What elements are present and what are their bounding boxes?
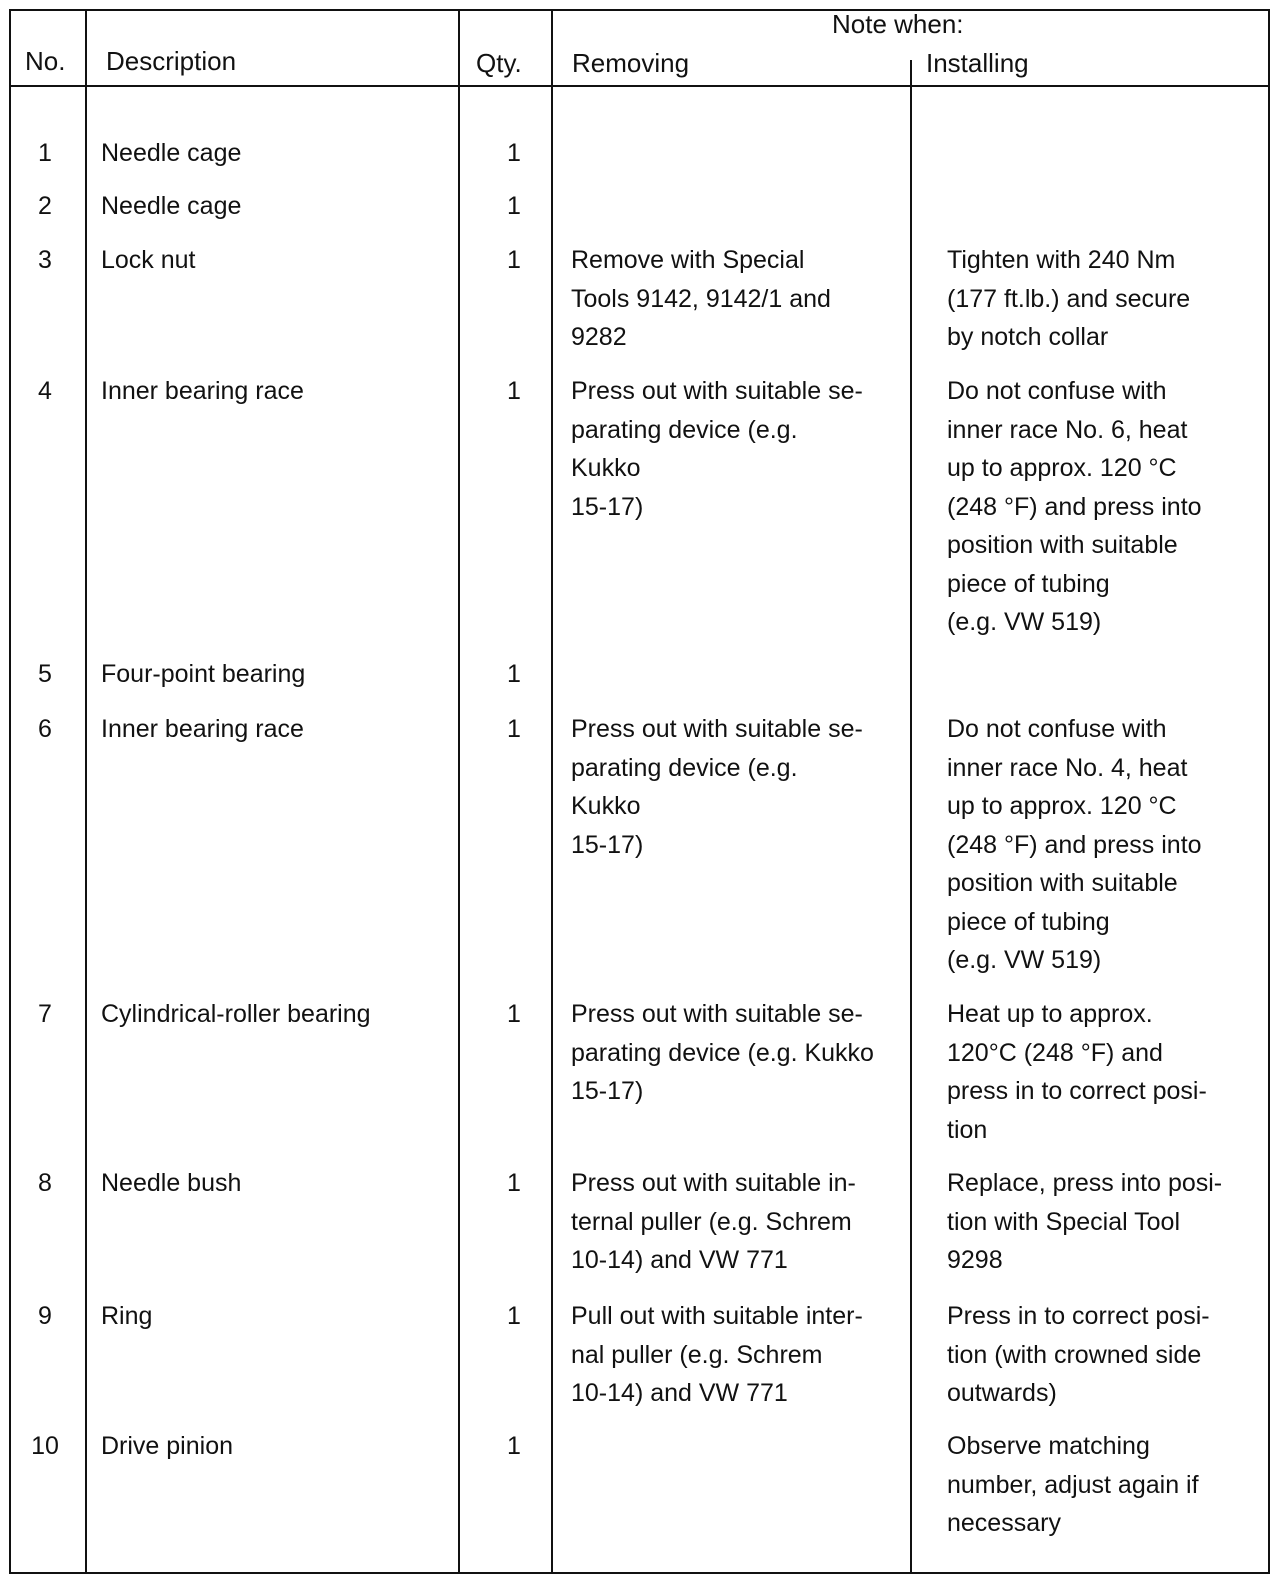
row-installing-note: Do not confuse with inner race No. 4, heat up to approx. 120 °C (248 °F) and press into position with suitable piece of tubing (e.g. VW 519) — [947, 715, 1202, 974]
column-divider-no — [85, 9, 87, 1574]
row-qty: 1 — [507, 139, 521, 167]
header-installing: Installing — [926, 48, 1029, 78]
row-qty: 1 — [507, 192, 521, 220]
row-qty: 1 — [507, 1302, 521, 1330]
row-no: 3 — [38, 246, 52, 274]
row-installing-note: Observe matching number, adjust again if necessary — [947, 1432, 1199, 1537]
column-divider-removing — [910, 60, 912, 1574]
row-qty: 1 — [507, 715, 521, 743]
row-no: 8 — [38, 1169, 52, 1197]
header-removing: Removing — [572, 48, 690, 78]
row-installing-note: Do not confuse with inner race No. 6, heat up to approx. 120 °C (248 °F) and press into position with suitable piece of tubing (e.g. VW 519) — [947, 377, 1202, 636]
row-qty: 1 — [507, 1000, 521, 1028]
row-no: 4 — [38, 377, 52, 405]
row-no: 2 — [38, 192, 52, 220]
row-description: Drive pinion — [101, 1432, 234, 1460]
row-qty: 1 — [507, 1432, 521, 1460]
row-qty: 1 — [507, 660, 521, 688]
row-removing-note: Press out with suitable se- parating device (e.g. Kukko 15-17) — [571, 715, 863, 859]
row-no: 9 — [38, 1302, 52, 1330]
row-description: Inner bearing race — [101, 377, 304, 405]
row-description: Needle cage — [101, 192, 242, 220]
row-installing-note: Tighten with 240 Nm (177 ft.lb.) and secure by notch collar — [947, 246, 1191, 351]
row-no: 6 — [38, 715, 52, 743]
row-no: 7 — [38, 1000, 52, 1028]
row-removing-note: Pull out with suitable inter- nal puller (e.g. Schrem 10-14) and VW 771 — [571, 1302, 863, 1407]
row-installing-note: Press in to correct posi- tion (with crowned side outwards) — [947, 1302, 1210, 1407]
row-no: 5 — [38, 660, 52, 688]
row-description: Lock nut — [101, 246, 196, 274]
row-no: 1 — [38, 139, 52, 167]
row-description: Four-point bearing — [101, 660, 306, 688]
header-no: No. — [25, 46, 66, 76]
row-no: 10 — [31, 1432, 59, 1460]
header-description: Description — [106, 46, 237, 76]
header-divider — [9, 85, 1270, 87]
row-removing-note: Press out with suitable se- parating device (e.g. Kukko 15-17) — [571, 377, 863, 521]
row-description: Cylindrical-roller bearing — [101, 1000, 371, 1028]
row-description: Needle bush — [101, 1169, 242, 1197]
row-qty: 1 — [507, 246, 521, 274]
row-installing-note: Replace, press into posi- tion with Special Tool 9298 — [947, 1169, 1223, 1274]
row-description: Needle cage — [101, 139, 242, 167]
row-installing-note: Heat up to approx. 120°C (248 °F) and press in to correct posi- tion — [947, 1000, 1207, 1144]
row-removing-note: Press out with suitable se- parating device (e.g. Kukko 15-17) — [571, 1000, 874, 1105]
row-description: Ring — [101, 1302, 153, 1330]
row-qty: 1 — [507, 377, 521, 405]
row-description: Inner bearing race — [101, 715, 304, 743]
row-qty: 1 — [507, 1169, 521, 1197]
header-qty: Qty. — [476, 48, 522, 78]
column-divider-qty — [551, 9, 553, 1574]
row-removing-note: Press out with suitable in- ternal puller (e.g. Schrem 10-14) and VW 771 — [571, 1169, 856, 1274]
column-divider-description — [458, 9, 460, 1574]
row-removing-note: Remove with Special Tools 9142, 9142/1 and 9282 — [571, 246, 831, 351]
header-note-when: Note when: — [832, 9, 964, 39]
